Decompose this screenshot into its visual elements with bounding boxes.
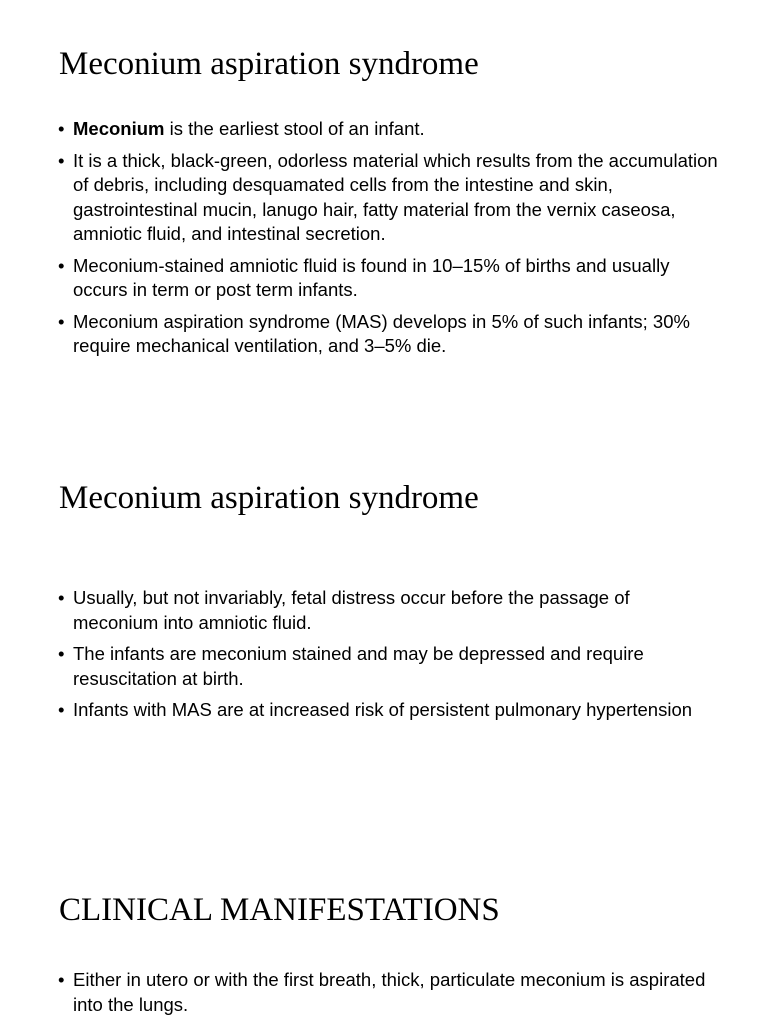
bullet-text: is the earliest stool of an infant.: [164, 118, 425, 139]
bullet-point-icon: •: [58, 587, 65, 608]
bullet-item: [58, 310, 718, 359]
bullet-item: [58, 586, 718, 635]
bullet-item: [58, 254, 718, 303]
bullet-list: [58, 117, 718, 366]
bullet-point-icon: •: [58, 699, 65, 720]
bullet-lead-term: Meconium: [73, 118, 165, 139]
slide-title: CLINICAL MANIFESTATIONS: [59, 892, 500, 928]
bullet-point-icon: •: [58, 969, 65, 990]
bullet-item: [58, 698, 718, 723]
bullet-text: Either in utero or with the first breath, thick, particulate meconium is aspirated into the lungs.: [73, 969, 706, 1015]
bullet-item: [58, 117, 718, 142]
bullet-item: [58, 968, 718, 1017]
bullet-point-icon: •: [58, 118, 65, 139]
bullet-list: [58, 968, 718, 1024]
bullet-list: [58, 586, 718, 730]
slide-title: Meconium aspiration syndrome: [59, 46, 479, 82]
bullet-point-icon: •: [58, 310, 65, 332]
bullet-text: Meconium-stained amniotic fluid is found in 10–15% of births and usually occurs in term or post term infants.: [73, 254, 670, 300]
bullet-text: The infants are meconium stained and may be depressed and require resuscitation at birth.: [73, 643, 644, 689]
bullet-item: [58, 642, 718, 691]
bullet-item: [58, 149, 718, 247]
bullet-text: It is a thick, black-green, odorless material which results from the accumulation of debris, including desquamated cells from the intestine and skin, gastrointestinal mucin, lanugo hair, fatty material from the vernix caseosa, amniotic fluid, and intestinal secretion.: [73, 149, 718, 244]
bullet-point-icon: •: [58, 254, 65, 276]
bullet-text: Meconium aspiration syndrome (MAS) develops in 5% of such infants; 30% require mechanical ventilation, and 3–5% die.: [73, 310, 690, 356]
slide-title: Meconium aspiration syndrome: [59, 480, 479, 516]
bullet-point-icon: •: [58, 149, 65, 171]
bullet-text: Usually, but not invariably, fetal distress occur before the passage of meconium into amniotic fluid.: [73, 587, 630, 633]
bullet-text: Infants with MAS are at increased risk of persistent pulmonary hypertension: [73, 699, 693, 720]
bullet-point-icon: •: [58, 643, 65, 664]
